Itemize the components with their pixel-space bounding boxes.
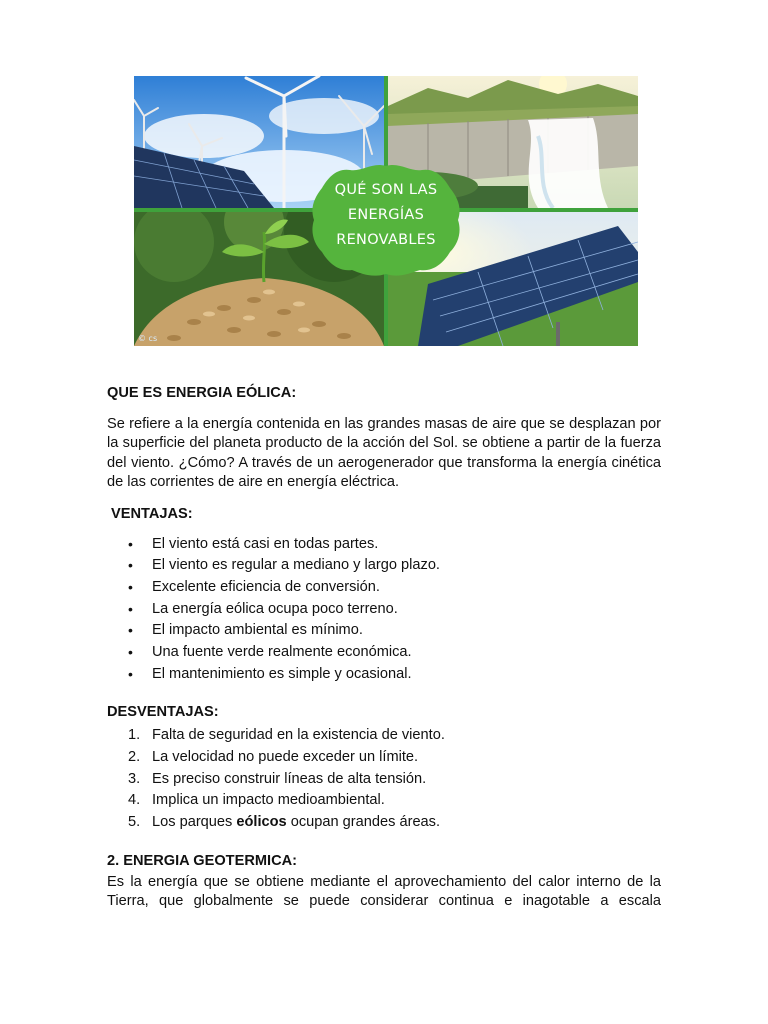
- list-item: [107, 599, 661, 621]
- list-number: 1.: [128, 727, 141, 744]
- badge-line-2: ENERGÍAS: [347, 207, 425, 223]
- list-item-text: Excelente eficiencia de conversión.: [152, 578, 380, 595]
- badge-line-3: RENOVABLES: [336, 232, 436, 248]
- ventajas-list: [107, 534, 661, 686]
- title-badge: [310, 162, 462, 278]
- bullet-icon: •: [128, 600, 133, 617]
- list-number: 5.: [128, 814, 141, 831]
- heading-energia-eolica: QUE ES ENERGIA EÓLICA:: [107, 385, 297, 401]
- heading-ventajas: VENTAJAS:: [111, 505, 193, 522]
- list-item: [107, 790, 661, 812]
- bullet-icon: •: [128, 578, 133, 595]
- list-item: [107, 534, 661, 556]
- heading-desventajas: DESVENTAJAS:: [107, 704, 219, 721]
- list-number: 3.: [128, 770, 141, 787]
- badge-title: [310, 178, 462, 253]
- list-item-text: El impacto ambiental es mínimo.: [152, 622, 363, 639]
- list-item-text: El viento es regular a mediano y largo plazo.: [152, 557, 440, 574]
- list-item: [107, 747, 661, 769]
- list-item: [107, 555, 661, 577]
- list-item-text: El viento está casi en todas partes.: [152, 535, 379, 552]
- list-item: [107, 812, 661, 834]
- list-item-text: La velocidad no puede exceder un límite.: [152, 748, 419, 765]
- paragraph-energia-geotermica: Es la energía que se obtiene mediante el aprovechamiento del calor interno de la Tierra, que globalmente se puede considerar continua e inagotable a escala: [107, 873, 661, 910]
- desventajas-list: [107, 725, 661, 834]
- list-item: [107, 642, 661, 664]
- bullet-icon: •: [128, 665, 133, 682]
- list-item-text: La energía eólica ocupa poco terreno.: [152, 600, 398, 617]
- watermark-text: © cs: [138, 334, 158, 343]
- heading-energia-geotermica: 2. ENERGIA GEOTERMICA:: [107, 853, 298, 870]
- bullet-icon: •: [128, 535, 133, 552]
- paragraph-energia-eolica: Se refiere a la energía contenida en las grandes masas de aire que se desplazan por la superficie del planeta producto de la acción del Sol. se obtiene a partir de la fuerza del viento. ¿Cómo? A través de un aerogenerador que transforma la energía cinética de las corrientes de aire en energía eléctrica.: [107, 415, 661, 491]
- list-item: [107, 664, 661, 686]
- list-item: [107, 577, 661, 599]
- bullet-icon: •: [128, 644, 133, 661]
- renewable-energy-collage: [134, 76, 638, 346]
- document-body: [107, 384, 661, 912]
- list-item: [107, 769, 661, 791]
- bullet-icon: •: [128, 557, 133, 574]
- list-item-text: Es preciso construir líneas de alta tensión.: [152, 770, 427, 787]
- list-item: [107, 725, 661, 747]
- list-number: 2.: [128, 748, 141, 765]
- list-item-bold-word: eólicos: [236, 814, 287, 831]
- list-item-text: Una fuente verde realmente económica.: [152, 644, 412, 661]
- list-item-text: El mantenimiento es simple y ocasional.: [152, 665, 412, 682]
- badge-line-1: QUÉ SON LAS: [334, 182, 438, 198]
- list-item-text-before: Los parques: [152, 814, 237, 831]
- list-item-text: Falta de seguridad en la existencia de viento.: [152, 727, 445, 744]
- list-number: 4.: [128, 792, 141, 809]
- list-item-text-after: ocupan grandes áreas.: [286, 814, 441, 831]
- bullet-icon: •: [128, 622, 133, 639]
- list-item-text: Implica un impacto medioambiental.: [152, 792, 385, 809]
- list-item: [107, 620, 661, 642]
